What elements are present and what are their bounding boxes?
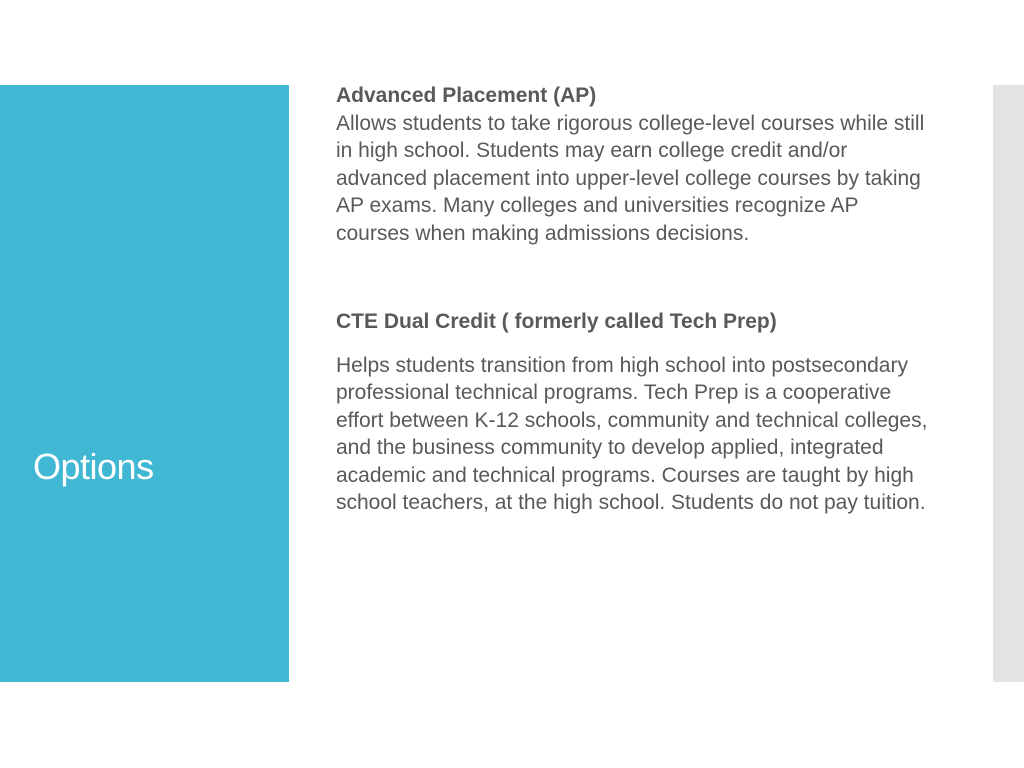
title-panel: [0, 85, 289, 682]
slide-content: [336, 82, 936, 517]
section-cte-dual-credit: [336, 308, 936, 517]
section-body-ap: Allows students to take rigorous college-level courses while still in high school. Students may earn college credit and/or advanced placement into upper-level college courses by taking AP exams. Many colleges and universities recognize AP courses when making admissions decisions.: [336, 111, 925, 245]
decorative-side-bar: [993, 85, 1024, 682]
section-advanced-placement: [336, 82, 936, 247]
slide-title: Options: [33, 446, 154, 487]
section-body-cte: Helps students transition from high school into postsecondary professional technical programs. Tech Prep is a cooperative effort between K-12 schools, community and technical colleges, and the business community to develop applied, integrated academic and technical programs. Courses are taught by high school teachers, at the high school. Students do not pay tuition.: [336, 353, 928, 514]
section-heading-cte: CTE Dual Credit ( formerly called Tech Prep): [336, 310, 777, 333]
section-heading-ap: Advanced Placement (AP): [336, 84, 597, 107]
